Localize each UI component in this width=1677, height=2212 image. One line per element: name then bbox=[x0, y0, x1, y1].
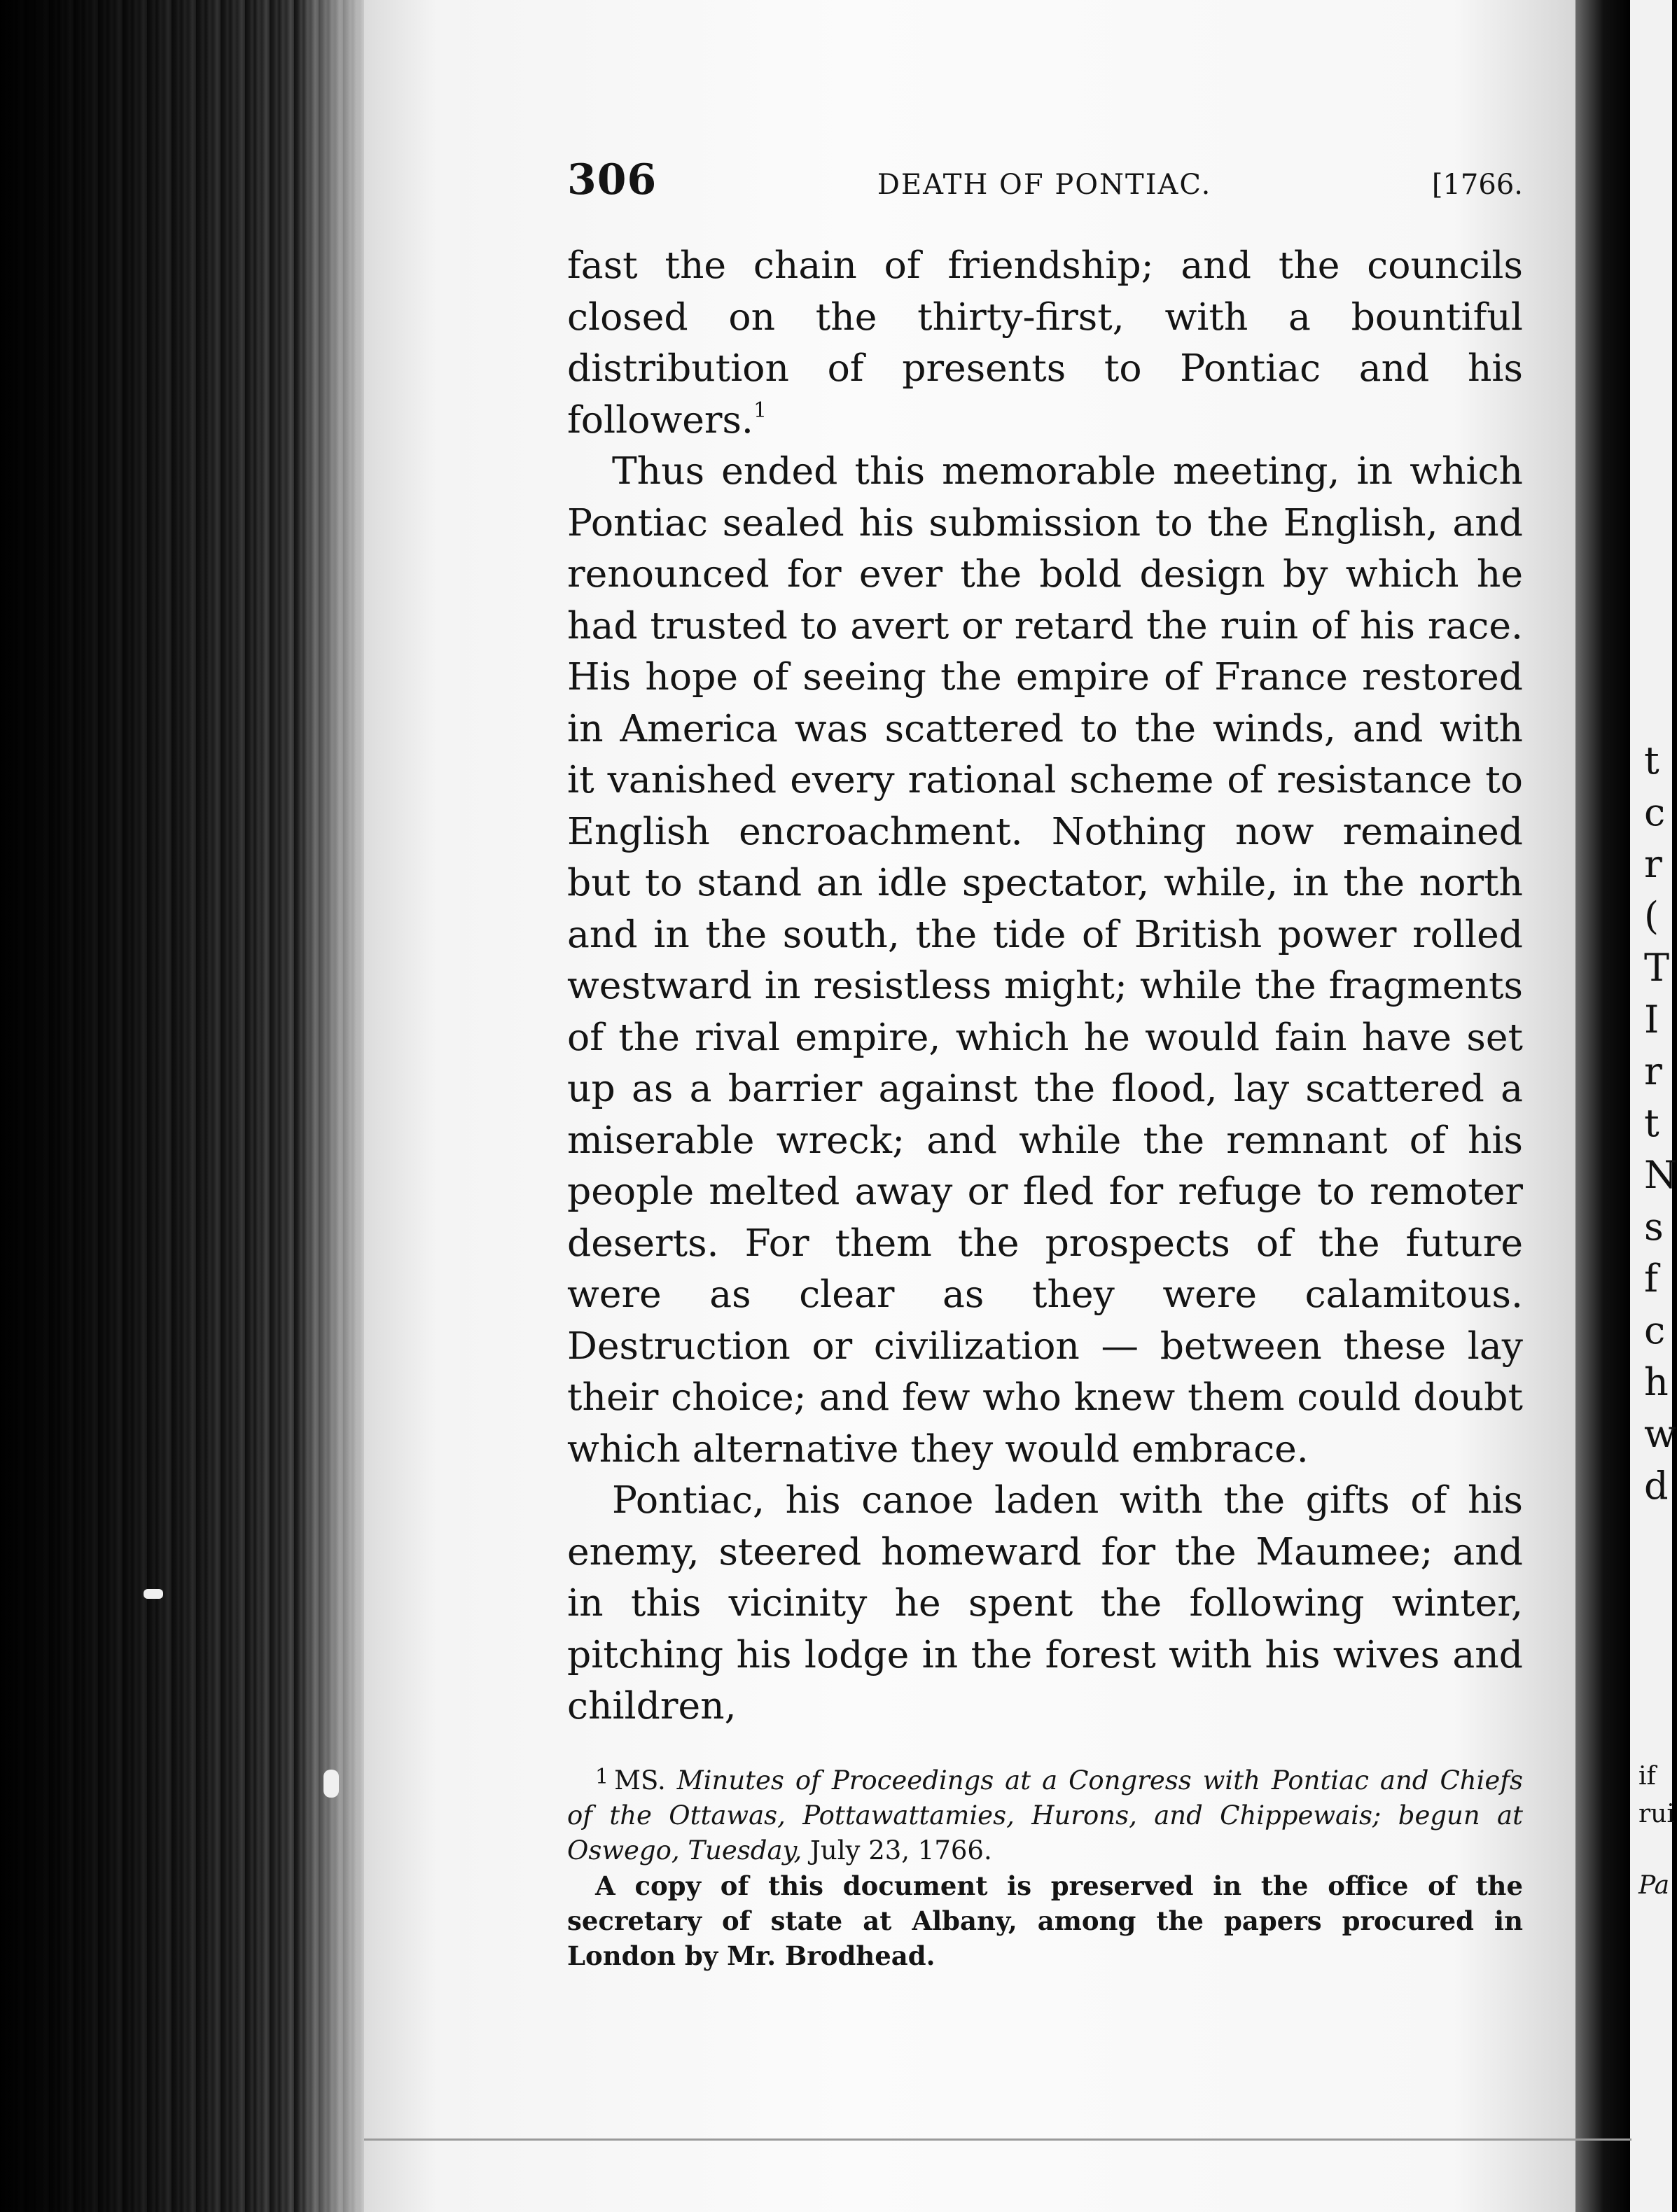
footnote-title: Minutes of Proceedings at a Congress with Pontiac and Chiefs of the Ottawas, Pottawattamies, Hurons, and Chippewais; begun at Oswego, Tuesday, bbox=[567, 1765, 1523, 1865]
next-page-fragment: f bbox=[1644, 1256, 1658, 1301]
footnote-continuation: A copy of this document is preserved in the office of the secretary of state at Albany, among the papers procured in London by Mr. Brodhead. bbox=[567, 1870, 1523, 1971]
paragraph-text: fast the chain of friendship; and the councils closed on the thirty-first, with a bountiful distribution of presents to Pontiac and his followers. bbox=[567, 243, 1523, 442]
next-page-edge bbox=[1630, 0, 1677, 2212]
next-page-fragment: T bbox=[1644, 946, 1670, 990]
next-page-fragment: s bbox=[1644, 1205, 1664, 1249]
footnote bbox=[567, 1760, 1523, 1868]
next-page-fragment: w bbox=[1644, 1412, 1677, 1456]
next-page-fragment: h bbox=[1644, 1360, 1669, 1404]
paragraph bbox=[567, 239, 1523, 445]
page-edges bbox=[0, 0, 371, 2212]
next-page-fragment: r bbox=[1644, 842, 1662, 886]
edge-blemish bbox=[323, 1770, 339, 1798]
header-date: [1766. bbox=[1431, 169, 1523, 201]
footnotes bbox=[567, 1760, 1523, 1973]
next-page-fragment: I bbox=[1644, 997, 1659, 1042]
footnote-prefix: MS. bbox=[614, 1765, 666, 1795]
footnote-marker: 1 bbox=[595, 1764, 609, 1789]
body-text bbox=[567, 239, 1523, 1732]
next-page-fragment: c bbox=[1644, 790, 1666, 834]
running-head: DEATH OF PONTIAC. bbox=[877, 169, 1212, 201]
next-page-fragment: N bbox=[1644, 1153, 1677, 1197]
paragraph: Thus ended this memorable meeting, in which Pontiac sealed his submission to the English, and renounced for ever the bold design by which he had trusted to avert or retard the ruin of his race. His hope of seeing the empire of France restored in America was scattered to the winds, and with it vanished every rational scheme of resistance to English encroachment. Nothing now remained but to stand an idle spectator, while, in the north and in the south, the tide of British power rolled westward in resistless might; while the fragments of the rival empire, which he would fain have set up as a barrier against the flood, lay scattered a miserable wreck; and while the remnant of his people melted away or fled for refuge to remoter deserts. For them the prospects of the future were as clear as they were calamitous. Destruction or civilization — between these lay their choice; and few who knew them could doubt which alternative they would embrace. bbox=[567, 449, 1523, 1471]
book-gutter bbox=[1575, 0, 1631, 2212]
next-page-fragment: ( bbox=[1644, 894, 1659, 938]
page-header bbox=[567, 155, 1523, 239]
next-page-fragment: t bbox=[1644, 1101, 1659, 1145]
next-page-fragment: t bbox=[1644, 738, 1659, 783]
footnote-date: July 23, 1766. bbox=[810, 1835, 992, 1865]
next-page-fragment: d bbox=[1644, 1464, 1669, 1508]
next-page-fragment: r bbox=[1644, 1049, 1662, 1093]
next-page-footnote-fragment: if bbox=[1638, 1762, 1656, 1791]
page-text bbox=[567, 155, 1523, 1973]
next-page-fragment: c bbox=[1644, 1308, 1666, 1352]
page-bottom-edge bbox=[364, 2138, 1631, 2141]
footnote-reference: 1 bbox=[753, 398, 767, 423]
edge-blemish bbox=[144, 1589, 163, 1599]
paragraph: Pontiac, his canoe laden with the gifts of his enemy, steered homeward for the Maumee; and in this vicinity he spent the following winter, pitching his lodge in the forest with his wives and children, bbox=[567, 1478, 1523, 1728]
page-number: 306 bbox=[567, 155, 657, 204]
next-page-footnote-fragment: Pa bbox=[1638, 1871, 1670, 1900]
next-page-footnote-fragment: rui bbox=[1638, 1800, 1675, 1828]
